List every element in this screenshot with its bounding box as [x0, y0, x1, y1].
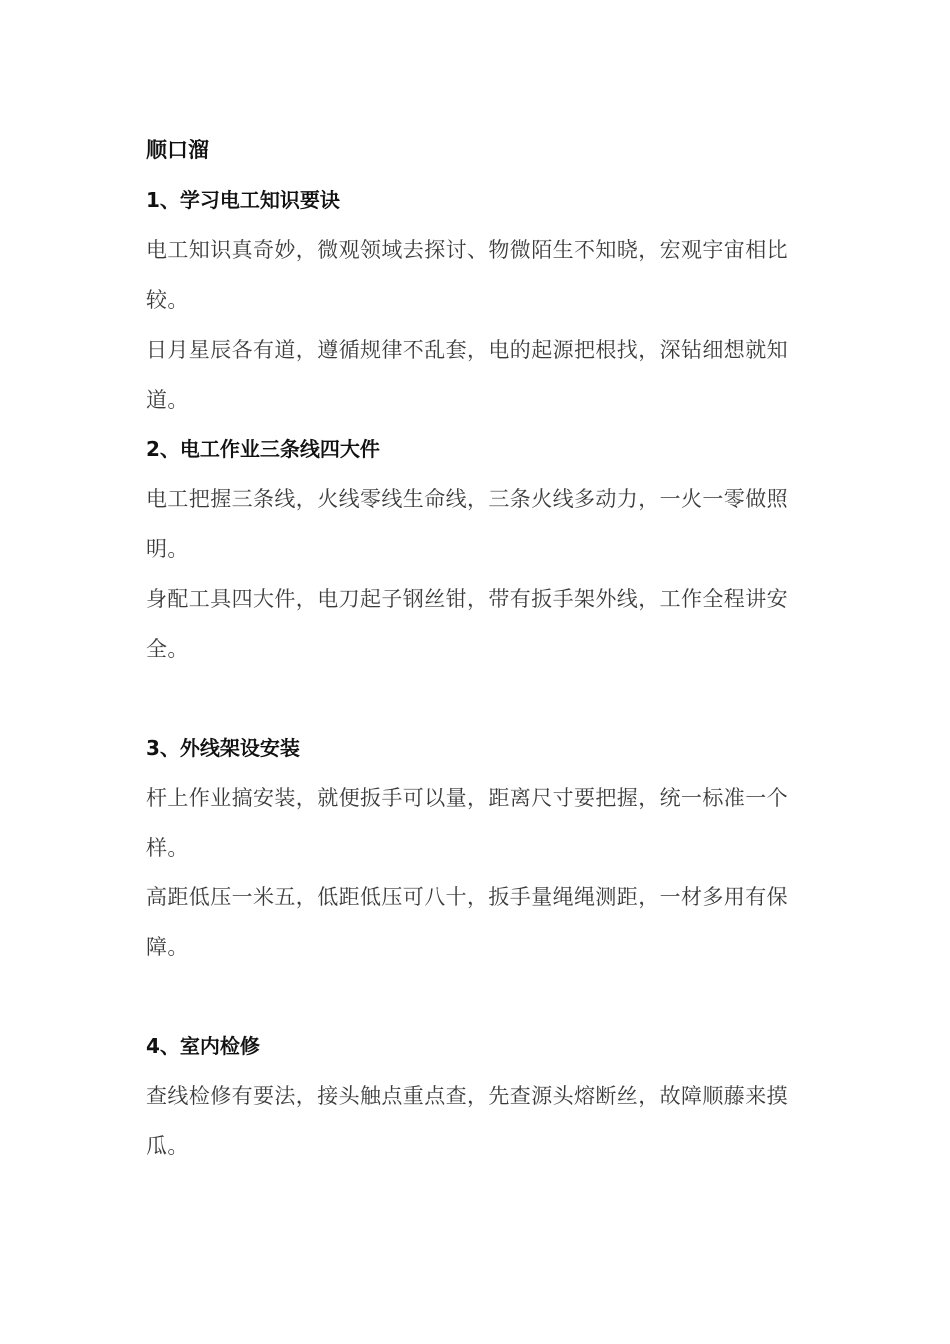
- section-3-paragraph-1: 杆上作业搞安装，就便扳手可以量，距离尺寸要把握，统一标准一个样。: [146, 786, 788, 860]
- section-4-paragraph-1: 查线检修有要法，接头触点重点查，先查源头熔断丝，故障顺藤来摸瓜。: [146, 1084, 788, 1158]
- document-title: 顺口溜: [146, 138, 209, 162]
- section-heading-2: 2、电工作业三条线四大件: [146, 437, 380, 461]
- section-2-paragraph-1: 电工把握三条线，火线零线生命线，三条火线多动力，一火一零做照明。: [146, 487, 788, 561]
- section-heading-1: 1、学习电工知识要诀: [146, 188, 340, 212]
- section-2-paragraph-2: 身配工具四大件，电刀起子钢丝钳，带有扳手架外线，工作全程讲安全。: [146, 587, 788, 661]
- section-1-paragraph-1: 电工知识真奇妙，微观领域去探讨、物微陌生不知晓，宏观宇宙相比较。: [146, 238, 788, 312]
- section-heading-4: 4、室内检修: [146, 1034, 260, 1058]
- section-heading-3: 3、外线架设安装: [146, 736, 300, 760]
- section-1-paragraph-2: 日月星辰各有道，遵循规律不乱套，电的起源把根找，深钻细想就知道。: [146, 338, 788, 412]
- section-3-paragraph-2: 高距低压一米五，低距低压可八十，扳手量绳绳测距，一材多用有保障。: [146, 885, 788, 959]
